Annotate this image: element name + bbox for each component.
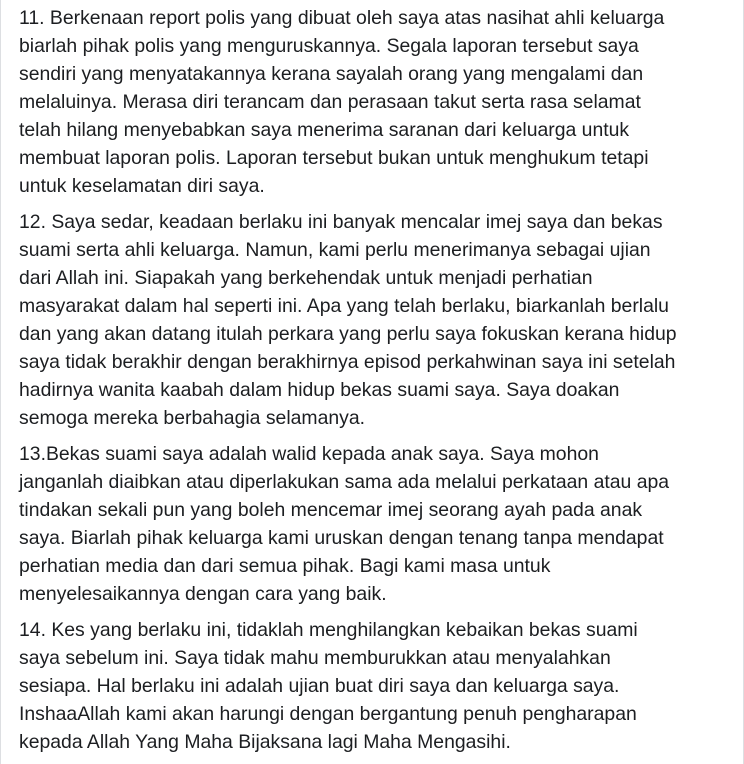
- paragraph-11: 11. Berkenaan report polis yang dibuat oleh saya atas nasihat ahli keluarga biarlah pihak polis yang menguruskannya. Segala laporan tersebut saya sendiri yang menyatakannya kerana sayalah orang yang mengalami dan melaluinya. Merasa diri terancam dan perasaan takut serta rasa selamat telah hilang menyebabkan saya menerima saranan dari keluarga untuk membuat laporan polis. Laporan tersebut bukan untuk menghukum tetapi untuk keselamatan diri saya.: [19, 7, 665, 197]
- paragraph-14: 14. Kes yang berlaku ini, tidaklah menghilangkan kebaikan bekas suami saya sebelum ini. Saya tidak mahu memburukkan atau menyalahkan sesiapa. Hal berlaku ini adalah ujian buat diri saya dan keluarga saya. InshaaAllah kami akan harungi dengan bergantung penuh pengharapan kepada Allah Yang Maha Bijaksana lagi Maha Mengasihi.: [19, 619, 638, 753]
- paragraph-13: 13.Bekas suami saya adalah walid kepada anak saya. Saya mohon janganlah diaibkan atau diperlakukan sama ada melalui perkataan atau apa tindakan sekali pun yang boleh mencemar imej seorang ayah pada anak saya. Biarlah pihak keluarga kami uruskan dengan tenang tanpa mendapat perhatian media dan dari semua pihak. Bagi kami masa untuk menyelesaikannya dengan cara yang baik.: [19, 443, 670, 605]
- paragraph-12: 12. Saya sedar, keadaan berlaku ini banyak mencalar imej saya dan bekas suami serta ahli keluarga. Namun, kami perlu menerimanya sebagai ujian dari Allah ini. Siapakah yang berkehendak untuk menjadi perhatian masyarakat dalam hal seperti ini. Apa yang telah berlaku, biarkanlah berlalu dan yang akan datang itulah perkara yang perlu saya fokuskan kerana hidup saya tidak berakhir dengan berakhirnya episod perkahwinan saya ini setelah hadirnya wanita kaabah dalam hidup bekas suami saya. Saya doakan semoga mereka berbahagia selamanya.: [19, 211, 677, 429]
